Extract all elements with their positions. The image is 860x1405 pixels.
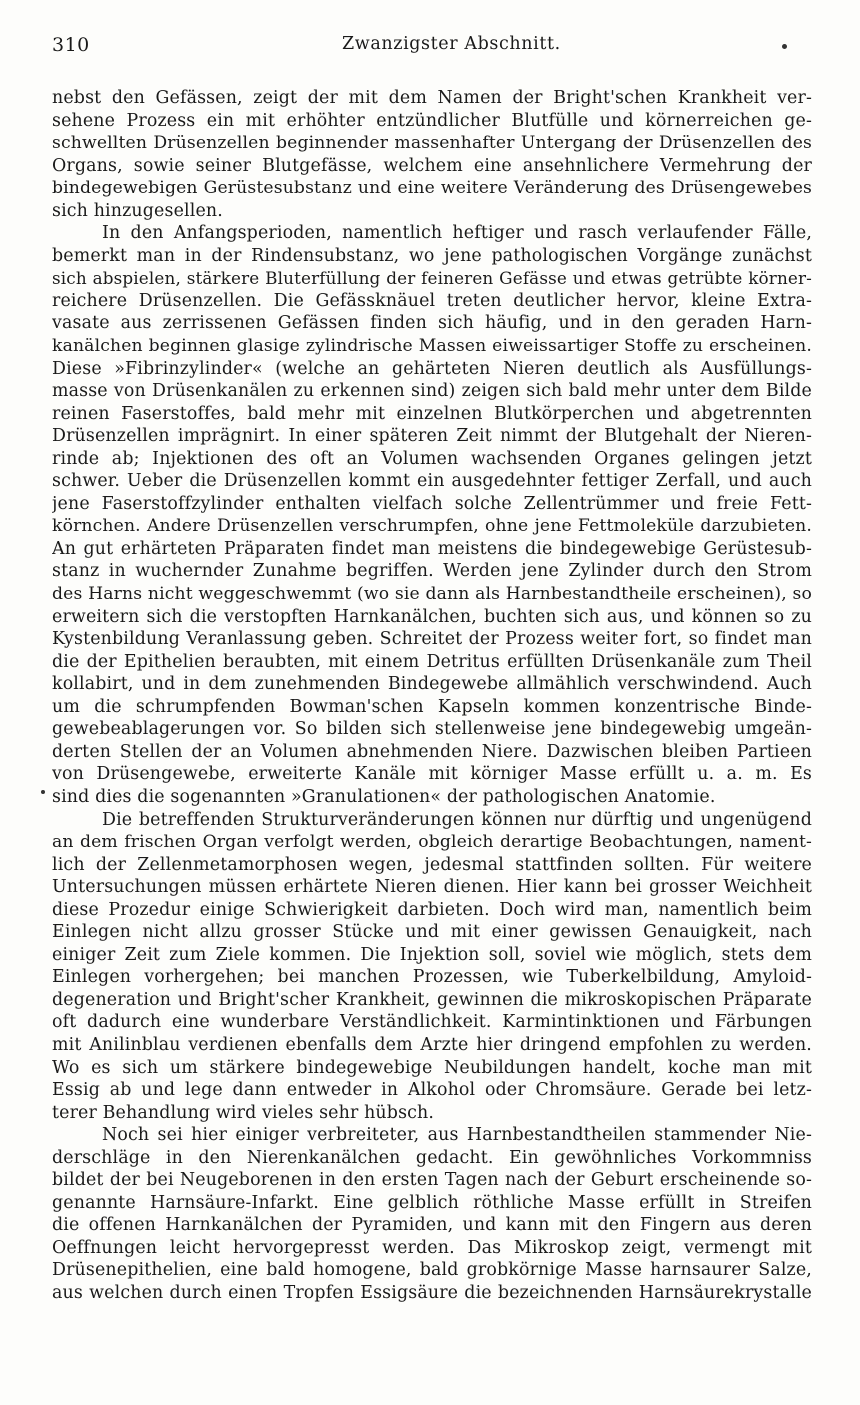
text-line: sehene Prozess ein mit erhöhter entzündlicher Blutfülle und körnerreichen ge- [52, 110, 812, 131]
text-line: Drüsenepithelien, eine bald homogene, bald grobkörnige Masse harnsaurer Salze, [52, 1260, 812, 1281]
text-line: reinen Faserstoffes, bald mehr mit einzelnen Blutkörperchen und abgetrennten [52, 403, 812, 424]
text-line: derschläge in den Nierenkanälchen gedacht. Ein gewöhnliches Vorkommniss [52, 1147, 812, 1168]
text-line: an dem frischen Organ verfolgt werden, obgleich derartige Beobachtungen, nament- [52, 832, 812, 853]
body-text [52, 87, 812, 1305]
text-line: sich abspielen, stärkere Bluterfüllung der feineren Gefässe und etwas getrübte körner- [52, 268, 812, 289]
text-line: kanälchen beginnen glasige zylindrische Massen eiweissartiger Stoffe zu erscheinen. [52, 336, 812, 357]
running-head: Zwanzigster Abschnitt. [342, 34, 561, 54]
text-line: terer Behandlung wird vieles sehr hübsch. [52, 1102, 435, 1123]
text-line: Einlegen nicht allzu grosser Stücke und mit einer gewissen Genauigkeit, nach [52, 922, 812, 943]
text-line: bemerkt man in der Rindensubstanz, wo jene pathologischen Vorgänge zunächst [52, 245, 812, 266]
text-line: Einlegen vorhergehen; bei manchen Prozessen, wie Tuberkelbildung, Amyloid- [52, 967, 812, 988]
text-line: die offenen Harnkanälchen der Pyramiden, und kann mit den Fingern aus deren [52, 1215, 812, 1236]
margin-mark-icon [41, 790, 45, 794]
text-line: reichere Drüsenzellen. Die Gefässknäuel treten deutlicher hervor, kleine Extra- [52, 290, 812, 311]
text-line: erweitern sich die verstopften Harnkanälchen, buchten sich aus, und können so zu [52, 606, 812, 627]
text-line: Essig ab und lege dann entweder in Alkohol oder Chromsäure. Gerade bei letz- [52, 1080, 812, 1101]
text-line: um die schrumpfenden Bowman'schen Kapseln kommen konzentrische Binde- [52, 696, 812, 717]
text-line: oft dadurch eine wunderbare Verständlichkeit. Karmintinktionen und Färbungen [52, 1012, 812, 1033]
text-line: sich hinzugesellen. [52, 200, 223, 221]
text-line: genannte Harnsäure-Infarkt. Eine gelblich röthliche Masse erfüllt in Streifen [52, 1192, 812, 1213]
text-line: Drüsenzellen imprägnirt. In einer späteren Zeit nimmt der Blutgehalt der Nieren- [52, 426, 812, 447]
text-line: Kystenbildung Veranlassung geben. Schreitet der Prozess weiter fort, so findet man [52, 629, 812, 650]
text-line: Oeffnungen leicht hervorgepresst werden. Das Mikroskop zeigt, vermengt mit [52, 1237, 812, 1258]
page-header [52, 34, 812, 60]
text-line: masse von Drüsenkanälen zu erkennen sind) zeigen sich bald mehr unter dem Bilde [52, 381, 812, 402]
text-line: sind dies die sogenannten »Granulationen« der pathologischen Anatomie. [52, 786, 716, 807]
text-line: gewebeablagerungen vor. So bilden sich stellenweise jene bindegewebig umgeän- [52, 719, 812, 740]
text-line: In den Anfangsperioden, namentlich heftiger und rasch verlaufender Fälle, [102, 223, 812, 244]
text-line: aus welchen durch einen Tropfen Essigsäure die bezeichnenden Harnsäurekrystalle [52, 1282, 812, 1303]
text-line: des Harns nicht weggeschwemmt (wo sie dann als Harnbestandtheile erscheinen), so [52, 584, 812, 605]
text-line: mit Anilinblau verdienen ebenfalls dem Arzte hier dringend empfohlen zu werden. [52, 1034, 812, 1055]
text-line: diese Prozedur einige Schwierigkeit darbieten. Doch wird man, namentlich beim [52, 899, 812, 920]
text-line: die der Epithelien beraubten, mit einem Detritus erfüllten Drüsenkanäle zum Theil [52, 651, 812, 672]
text-line: An gut erhärteten Präparaten findet man meistens die bindegewebige Gerüstesub- [52, 538, 812, 559]
text-line: Wo es sich um stärkere bindegewebige Neubildungen handelt, koche man mit [52, 1057, 812, 1078]
ink-spot-icon [782, 44, 787, 49]
text-line: degeneration und Bright'scher Krankheit, gewinnen die mikroskopischen Präparate [52, 989, 812, 1010]
text-line: rinde ab; Injektionen des oft an Volumen wachsenden Organes gelingen jetzt [52, 448, 812, 469]
text-line: vasate aus zerrissenen Gefässen finden sich häufig, und in den geraden Harn- [52, 313, 812, 334]
text-line: jene Faserstoffzylinder enthalten vielfach solche Zellentrümmer und freie Fett- [52, 493, 812, 514]
text-line: Diese »Fibrinzylinder« (welche an gehärteten Nieren deutlich als Ausfüllungs- [52, 358, 812, 379]
text-line: Noch sei hier einiger verbreiteter, aus Harnbestandtheilen stammender Nie- [102, 1125, 812, 1146]
text-line: einiger Zeit zum Ziele kommen. Die Injektion soll, soviel wie möglich, stets dem [52, 944, 812, 965]
text-line: schwer. Ueber die Drüsenzellen kommt ein ausgedehnter fettiger Zerfall, und auch [52, 471, 812, 492]
text-line: bildet der bei Neugeborenen in den ersten Tagen nach der Geburt erscheinende so- [52, 1170, 812, 1191]
page-number: 310 [52, 34, 90, 56]
text-line: kollabirt, und in dem zunehmenden Bindegewebe allmählich verschwindend. Auch [52, 674, 812, 695]
text-line: schwellten Drüsenzellen beginnender massenhafter Untergang der Drüsenzellen des [52, 133, 812, 154]
text-line: bindegewebigen Gerüstesubstanz und eine weitere Veränderung des Drüsengewebes [52, 178, 812, 199]
text-line: nebst den Gefässen, zeigt der mit dem Namen der Bright'schen Krankheit ver- [52, 88, 812, 108]
text-line: körnchen. Andere Drüsenzellen verschrumpfen, ohne jene Fettmoleküle darzubieten. [52, 516, 812, 537]
text-line: von Drüsengewebe, erweiterte Kanäle mit körniger Masse erfüllt u. a. m. Es [52, 764, 812, 785]
text-line: derten Stellen der an Volumen abnehmenden Niere. Dazwischen bleiben Partieen [52, 741, 812, 762]
text-line: lich der Zellenmetamorphosen wegen, jedesmal stattfinden sollten. Für weitere [52, 854, 812, 875]
text-line: Untersuchungen müssen erhärtete Nieren dienen. Hier kann bei grosser Weichheit [52, 877, 812, 898]
text-line: Die betreffenden Strukturveränderungen können nur dürftig und ungenügend [102, 809, 812, 830]
text-line: stanz in wuchernder Zunahme begriffen. Werden jene Zylinder durch den Strom [52, 561, 812, 582]
text-line: Organs, sowie seiner Blutgefässe, welchem eine ansehnlichere Vermehrung der [52, 155, 812, 176]
